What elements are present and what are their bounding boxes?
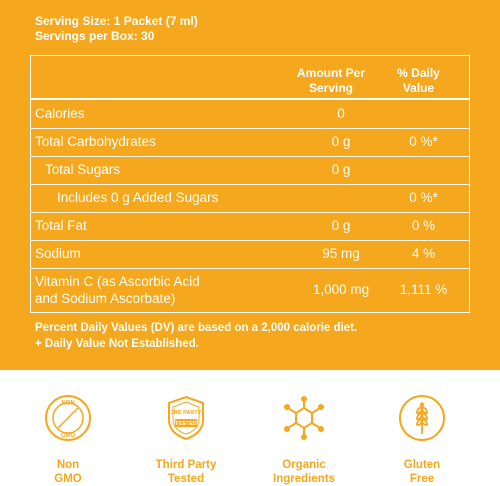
row-amount: 1,000 mg (312, 282, 370, 297)
non-gmo-icon (44, 394, 92, 442)
row-amount: 0 g (331, 218, 351, 233)
column-header-daily-value: % Daily Value (397, 66, 440, 95)
footnote-daily-values: Percent Daily Values (DV) are based on a 2,000 calorie diet. (35, 322, 358, 334)
column-header-amount: Amount Per Serving (296, 66, 365, 95)
servings-per-box: Servings per Box: 30 (35, 29, 155, 43)
svg-text:TESTED: TESTED (175, 421, 197, 428)
badge-third-party-tested (131, 394, 241, 486)
row-amount: 95 mg (322, 246, 360, 261)
badge-row (0, 370, 500, 484)
table-row-total-sugars (31, 156, 469, 185)
serving-info (35, 14, 198, 44)
row-daily-value: 0 %* (409, 134, 438, 149)
footnote-not-established: + Daily Value Not Established. (35, 338, 199, 350)
badge-gluten-free (367, 394, 477, 486)
badge-caption: Third Party Tested (155, 459, 217, 485)
nutrition-table (30, 55, 470, 313)
table-row-sodium (31, 240, 469, 269)
table-row-vitamin-c (31, 268, 469, 312)
badge-caption: Non GMO (54, 459, 82, 485)
svg-text:GMO: GMO (60, 433, 76, 439)
row-label: Total Carbohydrates (35, 134, 156, 149)
row-label: Total Sugars (45, 162, 121, 177)
row-amount: 0 g (331, 134, 351, 149)
row-label: Includes 0 g Added Sugars (57, 190, 219, 205)
wheat-icon (398, 394, 446, 442)
table-row-total-carbohydrates (31, 128, 469, 157)
table-row-calories (31, 100, 469, 129)
svg-text:3RD PARTY: 3RD PARTY (170, 410, 202, 416)
row-daily-value: 1,111 % (399, 282, 448, 297)
badge-caption: Gluten Free (403, 459, 441, 485)
serving-size: Serving Size: 1 Packet (7 ml) (35, 14, 198, 28)
row-label: Total Fat (35, 218, 87, 233)
molecule-icon (280, 394, 328, 442)
row-daily-value: 4 % (411, 246, 436, 261)
badge-caption: Organic Ingredients (273, 459, 335, 485)
row-label: Vitamin C (as Ascorbic Acid and Sodium Ascorbate) (35, 274, 200, 306)
row-amount: 0 g (331, 162, 351, 177)
row-amount: 0 (337, 106, 345, 121)
footnotes (35, 320, 357, 352)
badge-organic-ingredients (249, 394, 359, 486)
row-label: Calories (35, 106, 85, 121)
badge-non-gmo (13, 394, 123, 486)
svg-text:NON: NON (61, 400, 75, 407)
row-daily-value: 0 % (411, 218, 436, 233)
row-label: Sodium (35, 246, 81, 261)
table-row-added-sugars (31, 184, 469, 213)
table-row-total-fat (31, 212, 469, 241)
row-daily-value: 0 %* (409, 190, 438, 205)
third-party-tested-icon (162, 394, 210, 442)
